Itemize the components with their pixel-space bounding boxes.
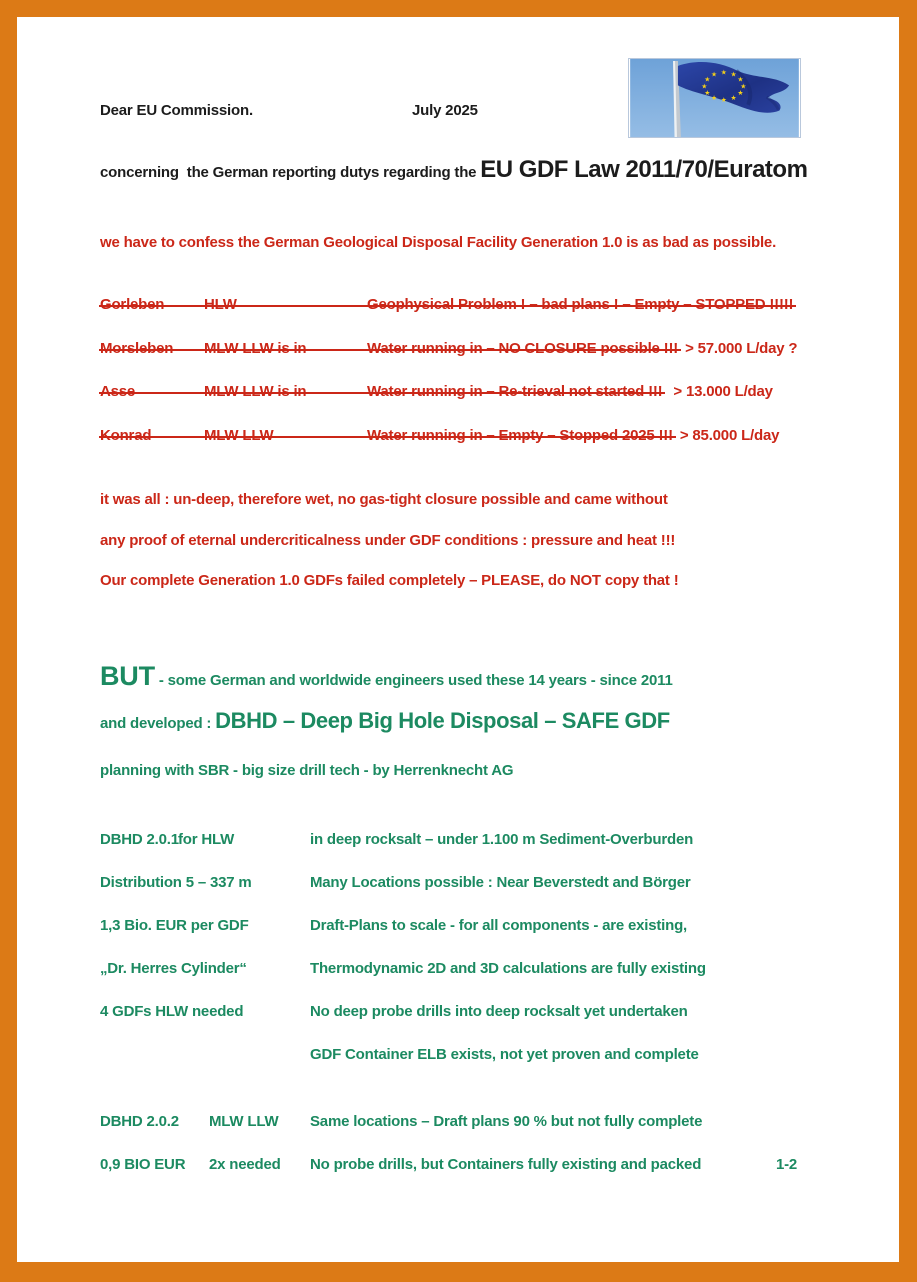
svg-text:★: ★ xyxy=(711,93,717,102)
row-label: DBHD 2.0.2 xyxy=(100,1113,179,1130)
row-description: No deep probe drills into deep rocksalt yet undertaken xyxy=(310,1003,688,1020)
svg-text:★: ★ xyxy=(704,75,711,84)
dbhd201-row xyxy=(100,1045,817,1065)
row-description: Same locations – Draft plans 90 % but not fully complete xyxy=(310,1113,703,1130)
row-description: No probe drills, but Containers fully existing and packed xyxy=(310,1156,702,1173)
strikethrough-line xyxy=(99,349,681,352)
salutation: Dear EU Commission. xyxy=(100,102,253,119)
row-label: Distribution 5 – 337 m xyxy=(100,874,252,891)
row-label: 1,3 Bio. EUR per GDF xyxy=(100,917,249,934)
svg-text:★: ★ xyxy=(704,89,711,98)
struck-text-group xyxy=(100,339,678,359)
row-label: „Dr. Herres Cylinder“ xyxy=(100,960,247,977)
but-line xyxy=(100,661,673,692)
planning-line: planning with SBR - big size drill tech - by Herrenknecht AG xyxy=(100,762,514,779)
svg-text:★: ★ xyxy=(730,70,737,79)
dbhd201-row xyxy=(100,1002,817,1022)
svg-text:★: ★ xyxy=(737,75,744,84)
row-sublabel: MLW LLW xyxy=(209,1113,279,1130)
site-water-rate: > 57.000 L/day ? xyxy=(685,340,798,357)
failed-site-row-gorleben xyxy=(100,295,817,315)
subject-line xyxy=(100,156,807,184)
row-sublabel: for HLW xyxy=(178,831,235,848)
strikethrough-line xyxy=(99,392,665,395)
summary-line: it was all : un-deep, therefore wet, no gas-tight closure possible and came without xyxy=(100,491,668,508)
svg-text:★: ★ xyxy=(720,68,727,77)
svg-text:★: ★ xyxy=(720,95,727,104)
svg-text:★: ★ xyxy=(701,82,708,91)
row-description: Draft-Plans to scale - for all components - are existing, xyxy=(310,917,688,934)
but-emphasis: BUT xyxy=(100,661,155,691)
strikethrough-line xyxy=(99,305,796,308)
dbhd201-row xyxy=(100,873,817,893)
row-description: in deep rocksalt – under 1.100 m Sediment-Overburden xyxy=(310,831,694,848)
developed-prefix: and developed : xyxy=(100,715,216,732)
row-label: 4 GDFs HLW needed xyxy=(100,1003,244,1020)
summary-line: any proof of eternal undercriticalness under GDF conditions : pressure and heat !!! xyxy=(100,532,676,549)
eu-flag-image xyxy=(628,58,801,138)
row-label: DBHD 2.0.1 xyxy=(100,831,179,848)
site-water-rate: > 13.000 L/day xyxy=(669,383,773,400)
dbhd201-row xyxy=(100,916,817,936)
struck-text-group xyxy=(100,426,673,446)
dbhd202-row xyxy=(100,1112,817,1132)
failed-site-row-morsleben xyxy=(100,339,817,359)
failed-site-row-asse xyxy=(100,382,817,402)
subject-law-title: EU GDF Law 2011/70/Euratom xyxy=(480,156,808,183)
eu-flag-graphic xyxy=(629,59,800,137)
header-line xyxy=(100,101,478,121)
svg-text:★: ★ xyxy=(737,89,744,98)
site-water-rate: > 85.000 L/day xyxy=(679,427,780,444)
struck-text-group xyxy=(100,295,793,315)
failed-site-row-konrad xyxy=(100,426,817,446)
dbhd201-row xyxy=(100,959,817,979)
row-description: GDF Container ELB exists, not yet proven and complete xyxy=(310,1046,699,1063)
row-label: 0,9 BIO EUR xyxy=(100,1156,186,1173)
dbhd202-row xyxy=(100,1155,817,1175)
developed-line xyxy=(100,708,670,734)
summary-line: Our complete Generation 1.0 GDFs failed completely – PLEASE, do NOT copy that ! xyxy=(100,572,679,589)
subject-prefix: concerning the German reporting dutys regarding the xyxy=(100,164,481,181)
dbhd-title: DBHD – Deep Big Hole Disposal – SAFE GDF xyxy=(215,708,670,733)
row-description: Thermodynamic 2D and 3D calculations are fully existing xyxy=(310,960,706,977)
svg-text:★: ★ xyxy=(711,70,717,79)
svg-text:★: ★ xyxy=(730,93,737,102)
page-number: 1-2 xyxy=(776,1156,798,1173)
struck-text-group xyxy=(100,382,662,402)
row-description: Many Locations possible : Near Beverstedt and Börger xyxy=(310,874,691,891)
dbhd201-row xyxy=(100,830,817,850)
confession-line: we have to confess the German Geological Disposal Facility Generation 1.0 is as bad as possible. xyxy=(100,234,777,251)
strikethrough-line xyxy=(99,436,676,439)
but-rest: - some German and worldwide engineers used these 14 years - since 2011 xyxy=(154,672,673,689)
date: July 2025 xyxy=(412,102,478,119)
row-sublabel: 2x needed xyxy=(209,1156,281,1173)
svg-text:★: ★ xyxy=(740,82,747,91)
